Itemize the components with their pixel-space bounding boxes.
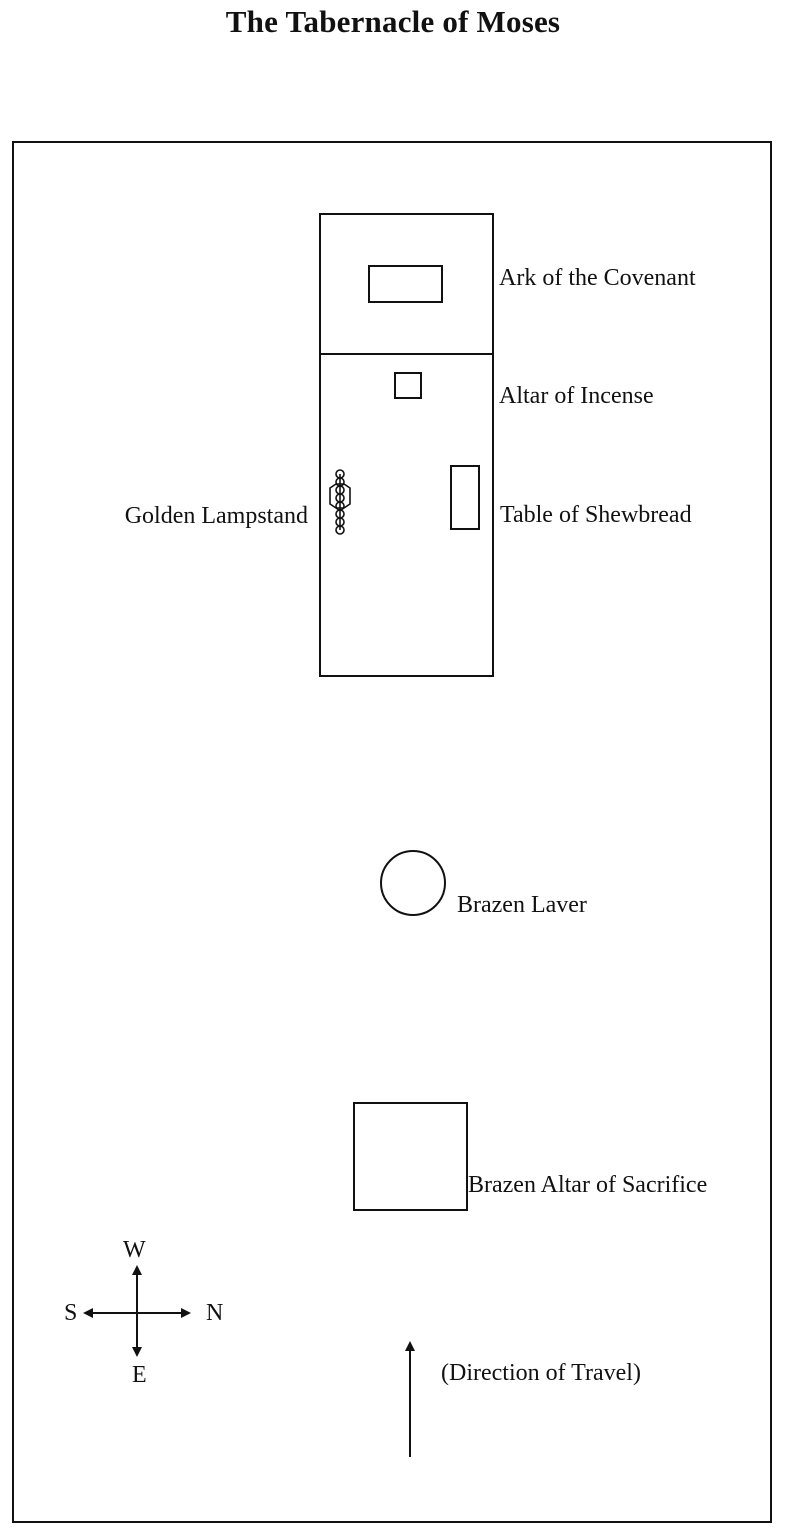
brazen-laver-shape: [381, 851, 445, 915]
label-golden-lampstand: Golden Lampstand: [124, 503, 308, 529]
table-of-shewbread-shape: [451, 466, 479, 529]
brazen-altar-shape: [354, 1103, 467, 1210]
compass-label-south: S: [64, 1300, 78, 1326]
compass-arrows-icon: [85, 1267, 189, 1355]
ark-of-covenant-shape: [369, 266, 442, 302]
tabernacle-tent: [320, 214, 493, 676]
compass-label-north: N: [206, 1300, 224, 1326]
label-brazen-altar: Brazen Altar of Sacrifice: [468, 1172, 708, 1198]
altar-of-incense-shape: [395, 373, 421, 398]
compass-label-west: W: [123, 1237, 146, 1263]
golden-lampstand-shape: [330, 470, 350, 534]
page-title: The Tabernacle of Moses: [225, 4, 561, 39]
label-ark-of-covenant: Ark of the Covenant: [499, 265, 696, 291]
outer-court-boundary: [13, 142, 771, 1522]
label-direction-of-travel: (Direction of Travel): [441, 1360, 641, 1386]
label-brazen-laver: Brazen Laver: [457, 892, 587, 918]
label-altar-of-incense: Altar of Incense: [499, 383, 654, 409]
label-table-of-shewbread: Table of Shewbread: [500, 502, 692, 528]
compass-label-east: E: [132, 1362, 147, 1388]
